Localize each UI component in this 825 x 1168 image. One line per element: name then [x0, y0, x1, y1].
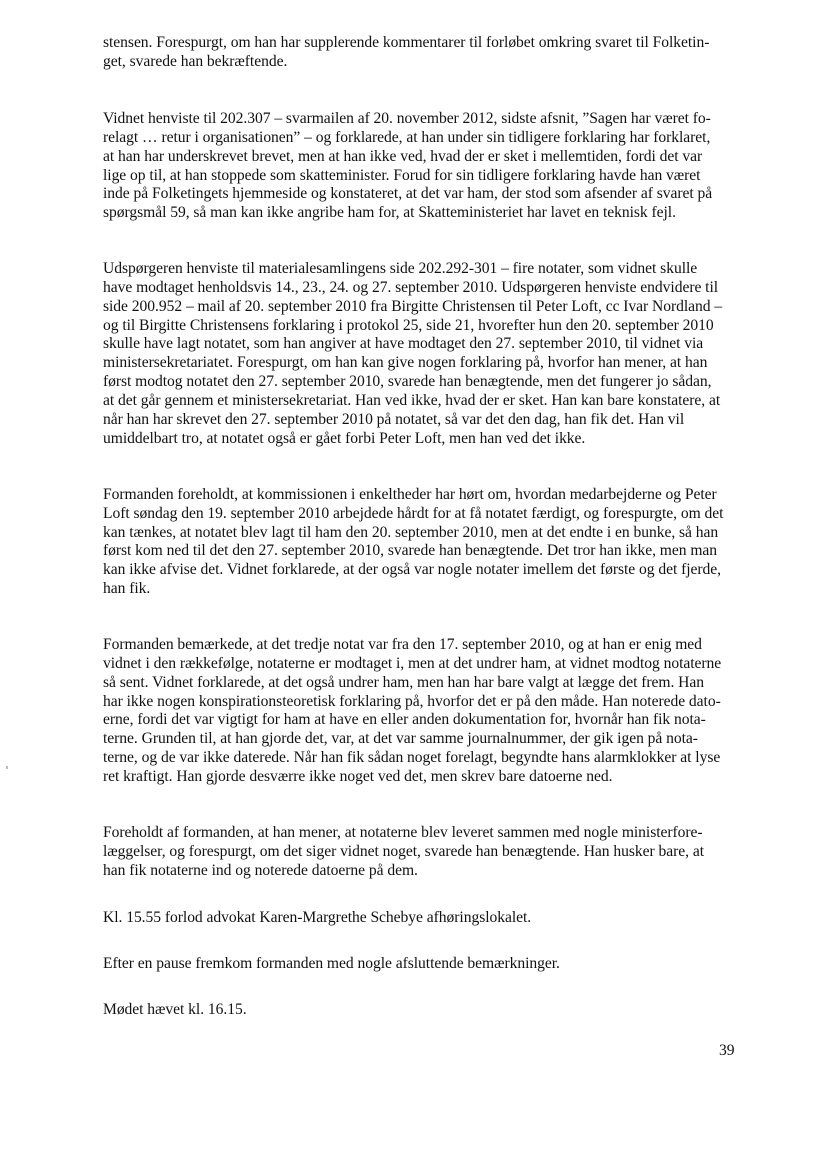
paragraph-line: Loft søndag den 19. september 2010 arbejdede hårdt for at få notatet færdigt, og forespurgte, om det	[103, 505, 724, 522]
paragraph-line: at han har underskrevet brevet, men at han ikke ved, hvad der er sket i mellemtiden, fordi det var	[103, 148, 703, 165]
paragraph-line: spørgsmål 59, så man kan ikke angribe ham for, at Skatteministeriet har lavet en teknisk fejl.	[103, 204, 676, 221]
paragraph-line: ret kraftigt. Han gjorde desværre ikke noget ved det, men skrev bare datoerne ned.	[103, 768, 613, 785]
paragraph-line: Efter en pause fremkom formanden med nogle afsluttende bemærkninger.	[103, 955, 560, 972]
paragraph-line: at det går gennem et ministersekretariat. Han ved ikke, hvad der er sket. Han kan bare konstatere, at	[103, 392, 721, 409]
paragraph-line: Kl. 15.55 forlod advokat Karen-Margrethe Schebye afhøringslokalet.	[103, 909, 532, 926]
paragraph-line: vidnet i den rækkefølge, notaterne er modtaget i, men at det undrer ham, at vidnet modtog notaterne	[103, 655, 722, 672]
paragraph-line: ministersekretariatet. Forespurgt, om han kan give nogen forklaring på, hvorfor han mener, at han	[103, 354, 708, 371]
paragraph-line: skulle have lagt notatet, som han angiver at have modtaget den 27. september 2010, til vidnet via	[103, 335, 704, 352]
paragraph-line: han fik notaterne ind og noterede datoerne på dem.	[103, 862, 418, 879]
paragraph-line: inde på Folketingets hjemmeside og konstateret, at det var ham, der stod som afsender af svaret på	[103, 185, 713, 202]
paragraph-line: Udspørgeren henviste til materialesamlingens side 202.292-301 – fire notater, som vidnet skulle	[103, 260, 698, 277]
paragraph-line: Formanden foreholdt, at kommissionen i enkeltheder har hørt om, hvordan medarbejderne og Peter	[103, 486, 717, 503]
paragraph-line: Vidnet henviste til 202.307 – svarmailen af 20. november 2012, sidste afsnit, ”Sagen har været fo-	[103, 110, 711, 127]
paragraph-line: umiddelbart tro, at notatet også er gået forbi Peter Loft, men han ved det ikke.	[103, 430, 586, 447]
paragraph-line: læggelser, og forespurgt, om det siger vidnet noget, svarede han benægtende. Han husker bare, at	[103, 843, 704, 860]
paragraph-line: Mødet hævet kl. 16.15.	[103, 1001, 247, 1018]
paragraph-line: Foreholdt af formanden, at han mener, at notaterne blev leveret sammen med nogle ministerfore-	[103, 824, 703, 841]
paragraph-line: først kom ned til det den 27. september 2010, svarede han benægtende. Det tror han ikke, men man	[103, 542, 718, 559]
paragraph-line: har ikke nogen konspirationsteoretisk forklaring på, hvorfor det er på den måde. Han noterede dato-	[103, 693, 721, 710]
paragraph-line: erne, fordi det var vigtigt for ham at have en eller anden dokumentation for, hvornår han fik nota-	[103, 711, 706, 728]
paragraph-line: relagt … retur i organisationen” – og forklarede, at han under sin tidligere forklaring har forklaret,	[103, 129, 711, 146]
paragraph-line: og til Birgitte Christensens forklaring i protokol 25, side 21, hvorefter hun den 20. september 2010	[103, 317, 714, 334]
paragraph-line: lige op til, at han stoppede som skatteminister. Forud for sin tidligere forklaring havde han været	[103, 167, 701, 184]
paragraph-line: kan tænkes, at notatet blev lagt til ham den 20. september 2010, men at det endte i en bunke, så han	[103, 524, 719, 541]
paragraph-line: kan ikke afvise det. Vidnet forklarede, at der også var nogle notater imellem det første og det fjerde,	[103, 561, 722, 578]
paragraph-line: have modtaget henholdsvis 14., 23., 24. og 27. september 2010. Udspørgeren henviste endvidere til	[103, 279, 719, 296]
paragraph-line: stensen. Forespurgt, om han har supplerende kommentarer til forløbet omkring svaret til Folketin-	[103, 34, 710, 51]
paragraph-line: get, svarede han bekræftende.	[103, 53, 288, 70]
paragraph-line: når han har skrevet den 27. september 2010 på notatet, så var det den dag, han fik det. Han vil	[103, 411, 685, 428]
page-number: 39	[719, 1042, 735, 1059]
paragraph-line: side 200.952 – mail af 20. september 2010 fra Birgitte Christensen til Peter Loft, cc Ivar Nordland –	[103, 298, 723, 315]
paragraph-line: terne. Grunden til, at han gjorde det, var, at det var samme journalnummer, der gik igen på nota-	[103, 730, 698, 747]
paragraph-line: så sent. Vidnet forklarede, at det også undrer ham, men han har bare valgt at lægge det frem. Han	[103, 674, 704, 691]
scan-artifact	[6, 766, 8, 769]
paragraph-line: han fik.	[103, 580, 151, 597]
paragraph-line: Formanden bemærkede, at det tredje notat var fra den 17. september 2010, og at han er enig med	[103, 636, 702, 653]
paragraph-line: terne, og de var ikke daterede. Når han fik sådan noget forelagt, begyndte hans alarmklokker at lyse	[103, 749, 721, 766]
paragraph-line: først modtog notatet den 27. september 2010, svarede han benægtende, men det fungerer jo sådan,	[103, 373, 712, 390]
